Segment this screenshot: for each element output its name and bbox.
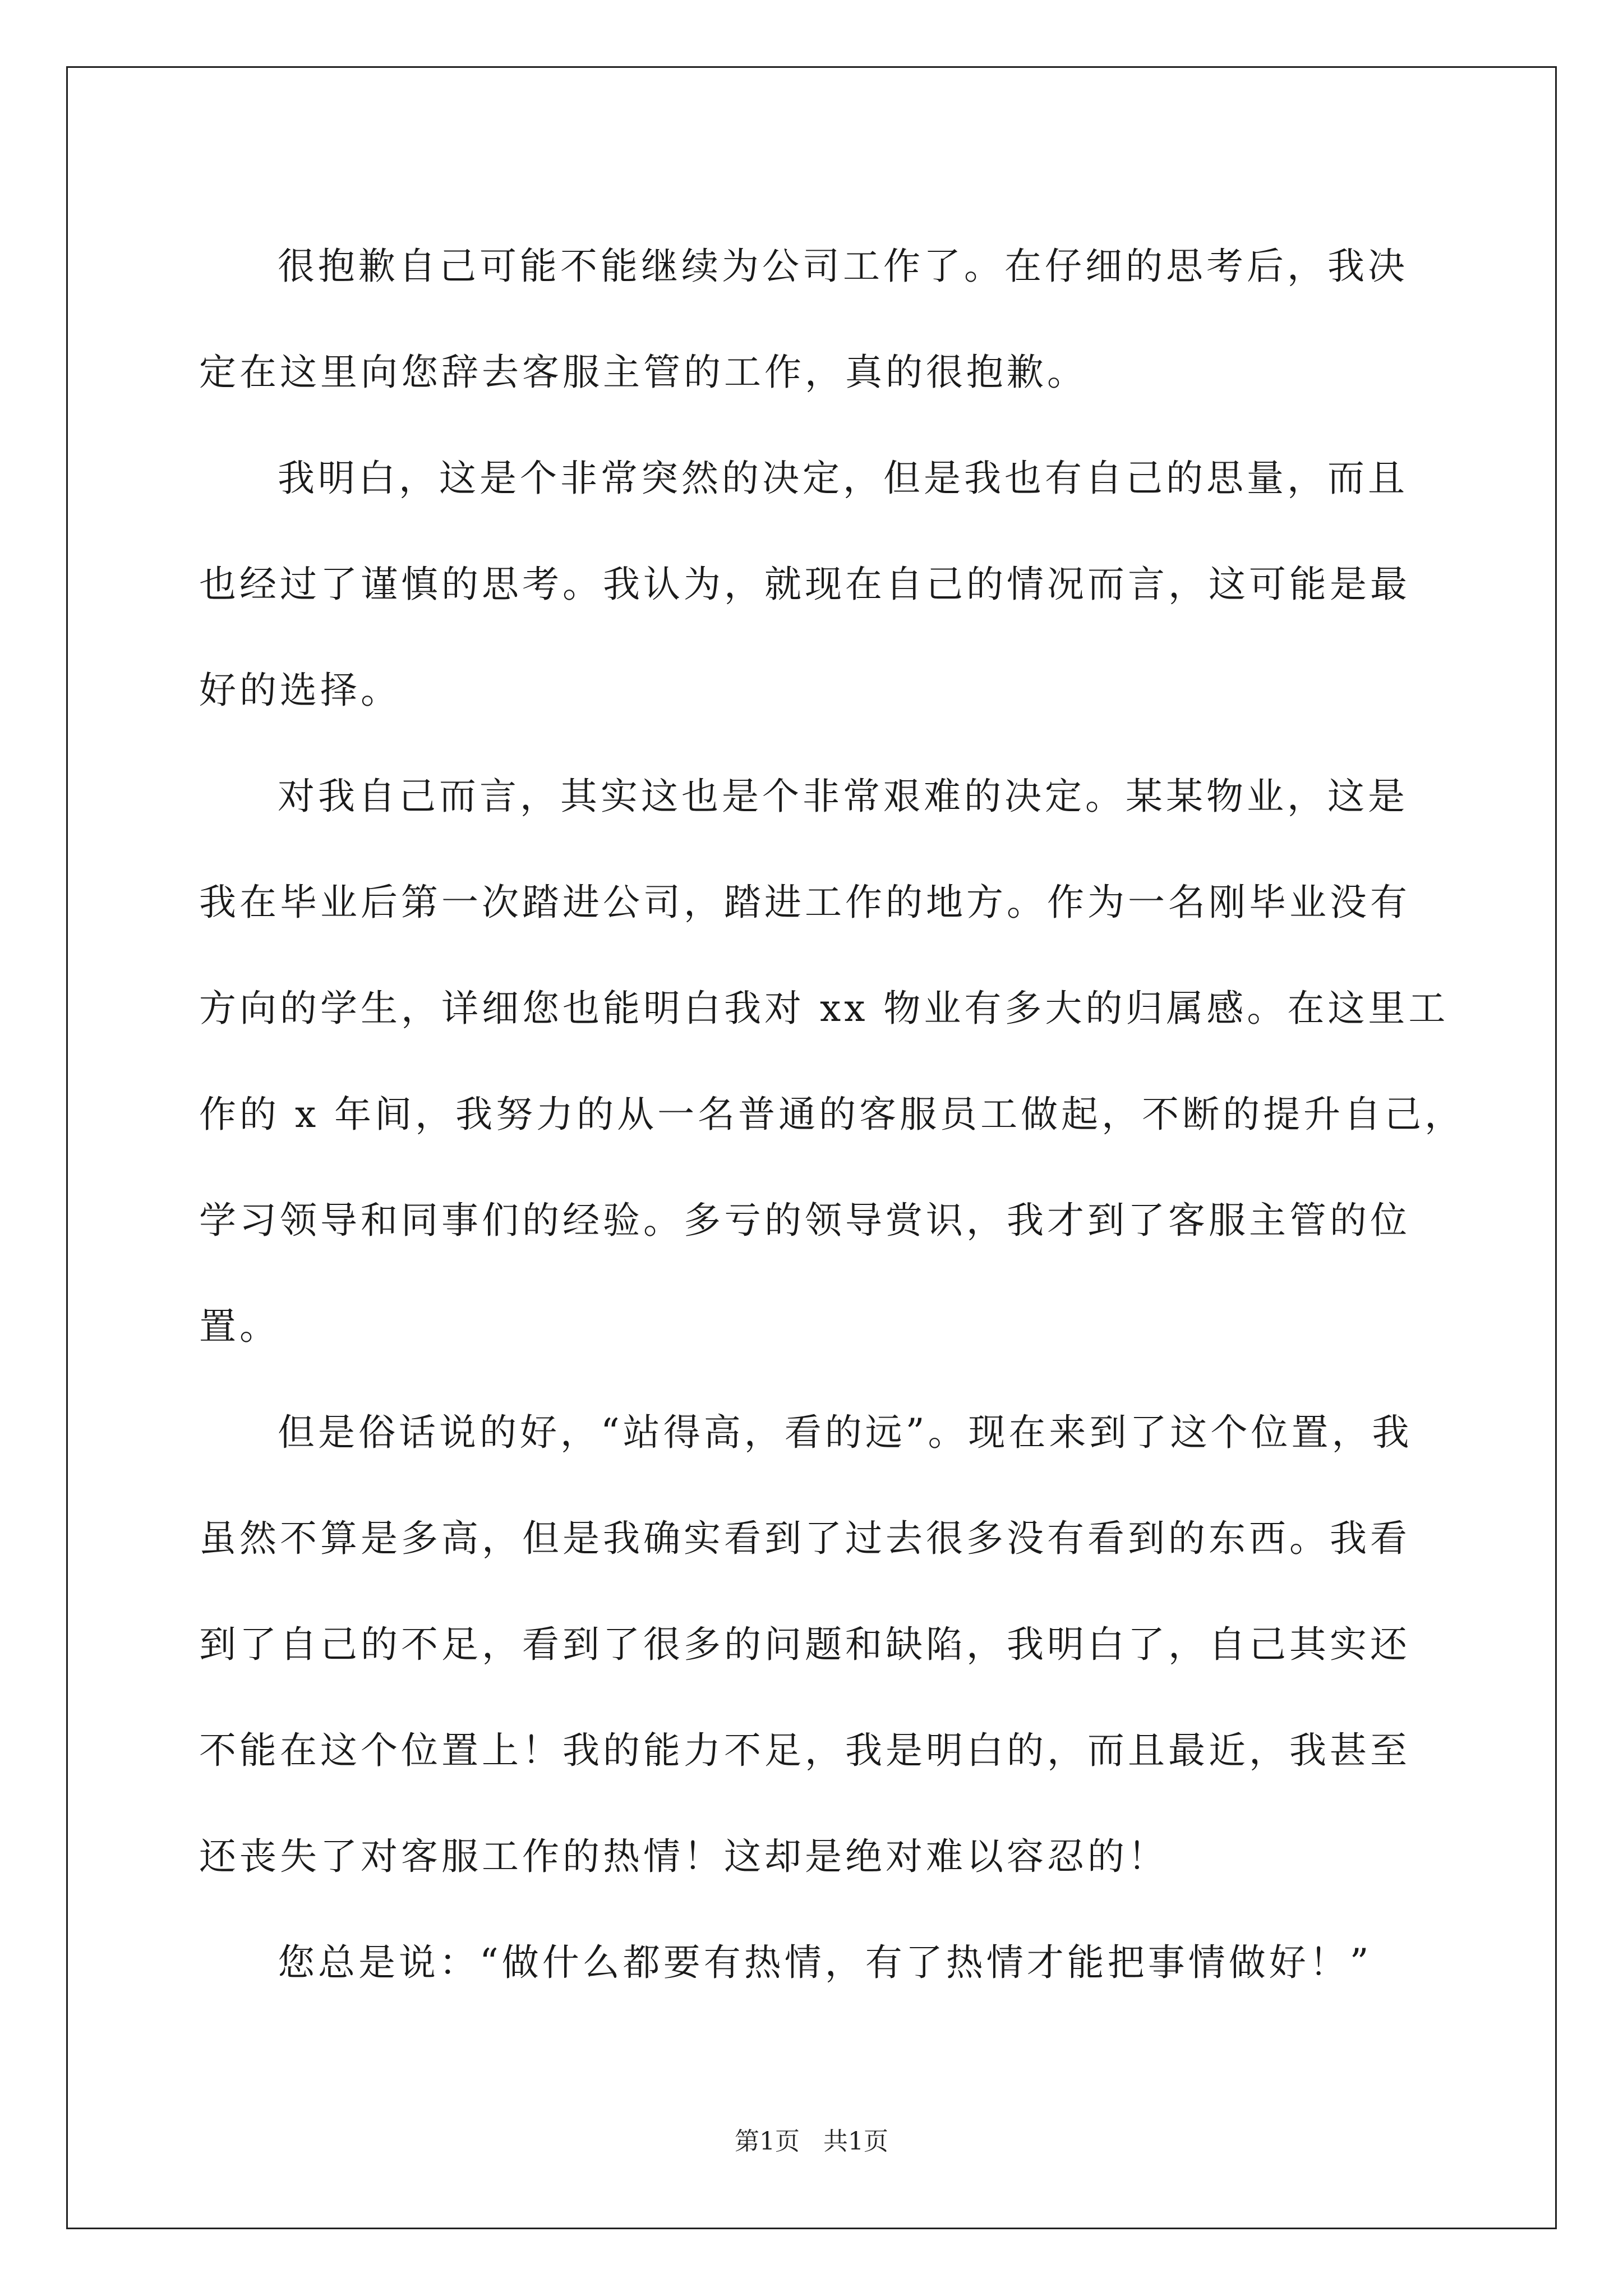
paragraph-line: 我在毕业后第一次踏进公司，踏进工作的地方。作为一名刚毕业没有 bbox=[199, 881, 1410, 924]
page-footer: 第1页 共1页 bbox=[735, 2127, 888, 2156]
paragraph-line: 我明白，这是个非常突然的决定，但是我也有自己的思量，而且 bbox=[278, 457, 1408, 500]
document-body bbox=[199, 213, 1465, 2016]
paragraph-line: 到了自己的不足，看到了很多的问题和缺陷，我明白了，自己其实还 bbox=[199, 1623, 1410, 1666]
paragraph-line: 作的 x 年间，我努力的从一名普通的客服员工做起，不断的提升自己， bbox=[199, 1093, 1465, 1136]
paragraph-line: 也经过了谨慎的思考。我认为，就现在自己的情况而言，这可能是最 bbox=[199, 563, 1410, 606]
paragraph-line: 虽然不算是多高，但是我确实看到了过去很多没有看到的东西。我看 bbox=[199, 1517, 1410, 1560]
paragraph-line: 好的选择。 bbox=[199, 669, 401, 712]
paragraph-line: 学习领导和同事们的经验。多亏的领导赏识，我才到了客服主管的位 bbox=[199, 1199, 1410, 1242]
paragraph-line: 还丧失了对客服工作的热情！这却是绝对难以容忍的！ bbox=[199, 1835, 1168, 1878]
paragraph-line: 但是俗话说的好，“站得高，看的远”。现在来到了这个位置，我 bbox=[278, 1411, 1413, 1454]
paragraph-line: 您总是说：“做什么都要有热情，有了热情才能把事情做好！” bbox=[278, 1941, 1372, 1984]
paragraph-line: 方向的学生，详细您也能明白我对 xx 物业有多大的归属感。在这里工 bbox=[199, 987, 1449, 1030]
paragraph-line: 置。 bbox=[199, 1305, 280, 1348]
paragraph-line: 很抱歉自己可能不能继续为公司工作了。在仔细的思考后，我决 bbox=[278, 245, 1408, 288]
paragraph-line: 对我自己而言，其实这也是个非常艰难的决定。某某物业，这是 bbox=[278, 775, 1408, 818]
paragraph-line: 不能在这个位置上！我的能力不足，我是明白的，而且最近，我甚至 bbox=[199, 1729, 1410, 1772]
paragraph-line: 定在这里向您辞去客服主管的工作，真的很抱歉。 bbox=[199, 351, 1087, 394]
